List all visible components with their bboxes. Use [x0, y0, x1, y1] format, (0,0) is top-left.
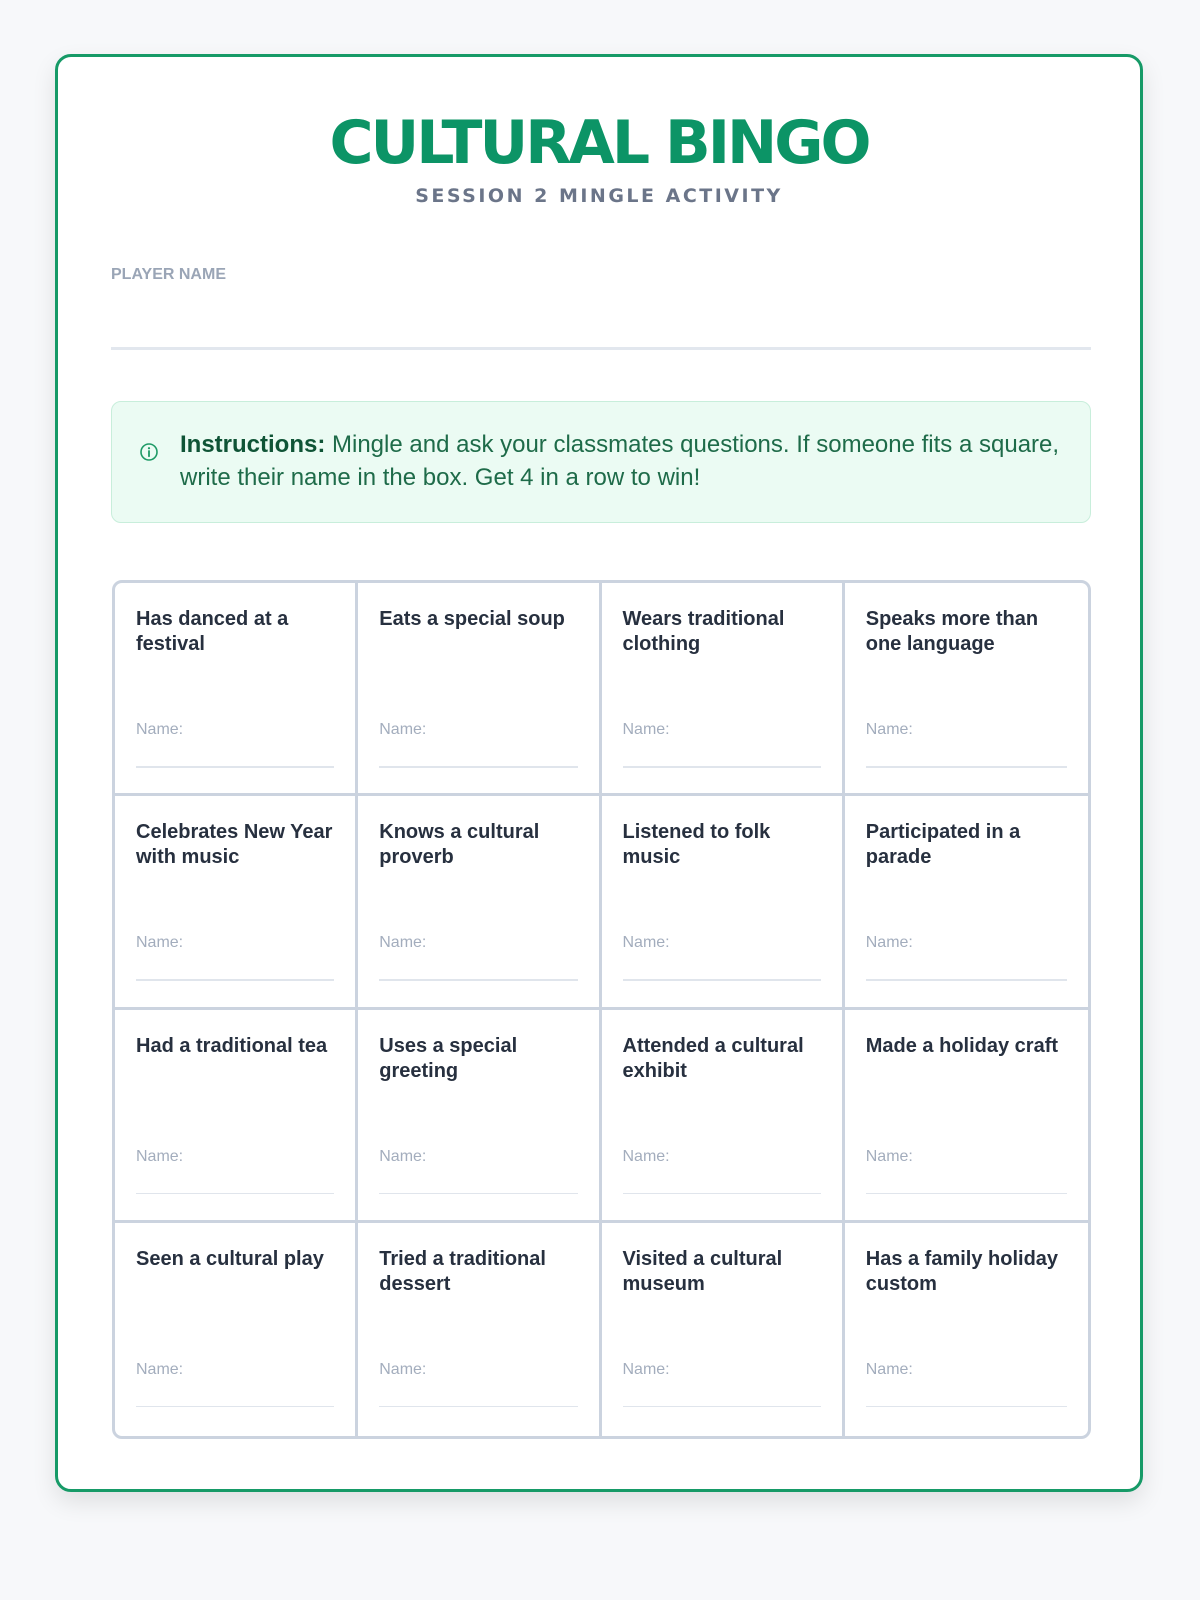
bingo-cell-prompt: Tried a traditional dessert: [379, 1247, 546, 1295]
instructions-box: [111, 401, 1091, 523]
bingo-cell-name-label: Name:: [379, 1147, 427, 1165]
bingo-cell-prompt: Made a holiday craft: [865, 1034, 1059, 1057]
bingo-cell-name-field[interactable]: [379, 979, 577, 981]
bingo-cell[interactable]: [115, 1010, 358, 1223]
bingo-cell-prompt: Speaks more than one language: [865, 608, 1039, 655]
bingo-cell-prompt: Attended a cultural exhibit: [622, 1034, 804, 1082]
bingo-cell[interactable]: [602, 583, 845, 796]
bingo-cell-name-label: Name:: [865, 1147, 913, 1165]
bingo-cell-name-label: Name:: [865, 934, 913, 952]
bingo-cell-prompt: Wears traditional clothing: [622, 608, 785, 655]
bingo-cell-name-field[interactable]: [866, 1193, 1067, 1195]
bingo-cell-name-field[interactable]: [623, 979, 821, 981]
bingo-cell-prompt: Had a traditional tea: [136, 1034, 328, 1057]
instructions-label: Instructions:: [180, 431, 326, 458]
bingo-cell[interactable]: [358, 1223, 601, 1436]
bingo-cell-name-field[interactable]: [379, 766, 577, 768]
bingo-cell-prompt: Seen a cultural play: [136, 1247, 324, 1270]
bingo-cell-prompt: Has danced at a festival: [136, 608, 289, 655]
bingo-cell[interactable]: [358, 1010, 601, 1223]
player-name-label: PLAYER NAME: [111, 266, 226, 283]
bingo-cell-prompt: Eats a special soup: [379, 608, 565, 630]
bingo-cell-prompt: Has a family holiday custom: [865, 1247, 1059, 1295]
page-subtitle: SESSION 2 MINGLE ACTIVITY: [415, 185, 783, 207]
bingo-cell[interactable]: [358, 583, 601, 796]
info-circle-icon: [139, 442, 159, 462]
bingo-cell-name-label: Name:: [136, 1360, 184, 1378]
player-name-field[interactable]: [111, 347, 1091, 350]
bingo-cell-name-field[interactable]: [136, 1406, 334, 1408]
bingo-cell-name-field[interactable]: [136, 979, 334, 981]
bingo-cell-prompt: Participated in a parade: [865, 821, 1021, 869]
bingo-cell-name-field[interactable]: [136, 766, 334, 768]
bingo-cell-name-field[interactable]: [866, 979, 1067, 981]
bingo-cell-name-label: Name:: [622, 1147, 670, 1165]
page-title: CULTURAL BINGO: [329, 108, 869, 178]
bingo-cell-name-field[interactable]: [379, 1193, 577, 1195]
bingo-cell-name-label: Name:: [379, 1360, 427, 1378]
bingo-cell-name-field[interactable]: [623, 766, 821, 768]
bingo-cell-name-field[interactable]: [623, 1406, 821, 1408]
bingo-cell-name-label: Name:: [379, 934, 427, 952]
bingo-cell-name-field[interactable]: [379, 1406, 577, 1408]
bingo-cell-name-label: Name:: [865, 721, 913, 738]
bingo-cell-prompt: Uses a special greeting: [379, 1034, 518, 1082]
bingo-cell-name-label: Name:: [136, 1147, 184, 1165]
bingo-cell-name-label: Name:: [865, 1360, 913, 1378]
bingo-cell[interactable]: [115, 583, 358, 796]
bingo-cell-name-field[interactable]: [136, 1193, 334, 1195]
bingo-cell[interactable]: [358, 796, 601, 1009]
bingo-cell-prompt: Listened to folk music: [622, 821, 771, 869]
bingo-cell[interactable]: [845, 583, 1088, 796]
bingo-cell-name-field[interactable]: [623, 1193, 821, 1195]
bingo-cell[interactable]: [602, 1010, 845, 1223]
bingo-cell-name-label: Name:: [622, 1360, 670, 1378]
bingo-cell[interactable]: [602, 796, 845, 1009]
bingo-card: [55, 54, 1143, 1492]
bingo-cell-prompt: Knows a cultural proverb: [379, 821, 540, 869]
bingo-cell-name-label: Name:: [622, 721, 670, 738]
bingo-cell-name-label: Name:: [136, 721, 184, 738]
bingo-cell-name-label: Name:: [622, 934, 670, 952]
bingo-cell-name-label: Name:: [379, 721, 427, 738]
bingo-grid: [112, 580, 1091, 1439]
bingo-cell[interactable]: [115, 796, 358, 1009]
bingo-cell[interactable]: [115, 1223, 358, 1436]
bingo-cell[interactable]: [602, 1223, 845, 1436]
bingo-cell-name-field[interactable]: [866, 1406, 1067, 1408]
bingo-cell-prompt: Celebrates New Year with music: [136, 821, 333, 869]
bingo-cell[interactable]: [845, 1223, 1088, 1436]
instructions-text: [180, 428, 1060, 494]
instructions-body: Mingle and ask your classmates questions. If someone fits a square, write their name in the box. Get 4 in a row to win!: [180, 431, 1060, 491]
bingo-cell-name-label: Name:: [136, 934, 184, 952]
bingo-cell[interactable]: [845, 1010, 1088, 1223]
bingo-cell-prompt: Visited a cultural museum: [622, 1247, 783, 1295]
bingo-cell-name-field[interactable]: [866, 766, 1067, 768]
bingo-cell[interactable]: [845, 796, 1088, 1009]
